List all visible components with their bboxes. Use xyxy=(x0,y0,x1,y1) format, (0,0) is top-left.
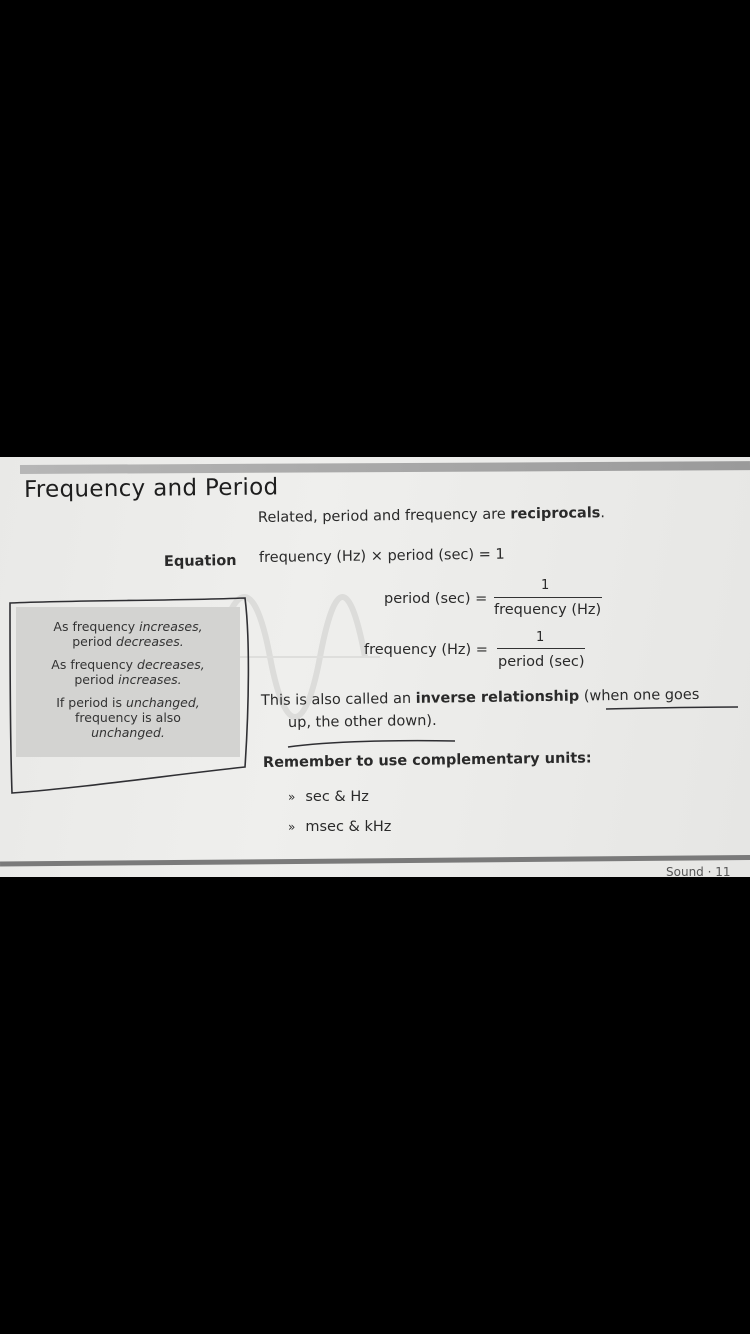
intro-text: Related, period and frequency are reciprocals. xyxy=(257,505,606,526)
page-title: Frequency and Period xyxy=(23,474,279,503)
sidebar-note: If period is unchanged, frequency is also unchanged. xyxy=(56,695,200,740)
eq-period-denominator: frequency (Hz) xyxy=(494,602,602,618)
unit-item: » sec & Hz xyxy=(288,789,369,805)
sidebar-note: As frequency increases, period decreases. xyxy=(53,619,203,649)
eq-period-lhs: period (sec) = xyxy=(384,591,488,607)
eq-frequency-lhs: frequency (Hz) = xyxy=(364,642,488,658)
equation-label: Equation xyxy=(163,552,237,570)
eq-frequency-numerator: 1 xyxy=(536,630,545,645)
eq-frequency-denominator: period (sec) xyxy=(498,654,585,670)
equation-main: frequency (Hz) × period (sec) = 1 xyxy=(258,546,505,566)
handwritten-annotations xyxy=(0,457,750,877)
footer-page-label: Sound · 11 xyxy=(666,865,731,877)
remember-heading: Remember to use complementary units: xyxy=(262,750,592,771)
eq-period-numerator: 1 xyxy=(541,578,550,593)
sidebar-note: As frequency decreases, period increases. xyxy=(51,657,205,687)
inverse-text-line2: up, the other down). xyxy=(287,712,437,731)
book-page-photo xyxy=(0,457,750,877)
unit-item: » msec & kHz xyxy=(288,819,392,835)
inverse-text-line1: This is also called an inverse relationship (when one goes xyxy=(260,686,700,709)
